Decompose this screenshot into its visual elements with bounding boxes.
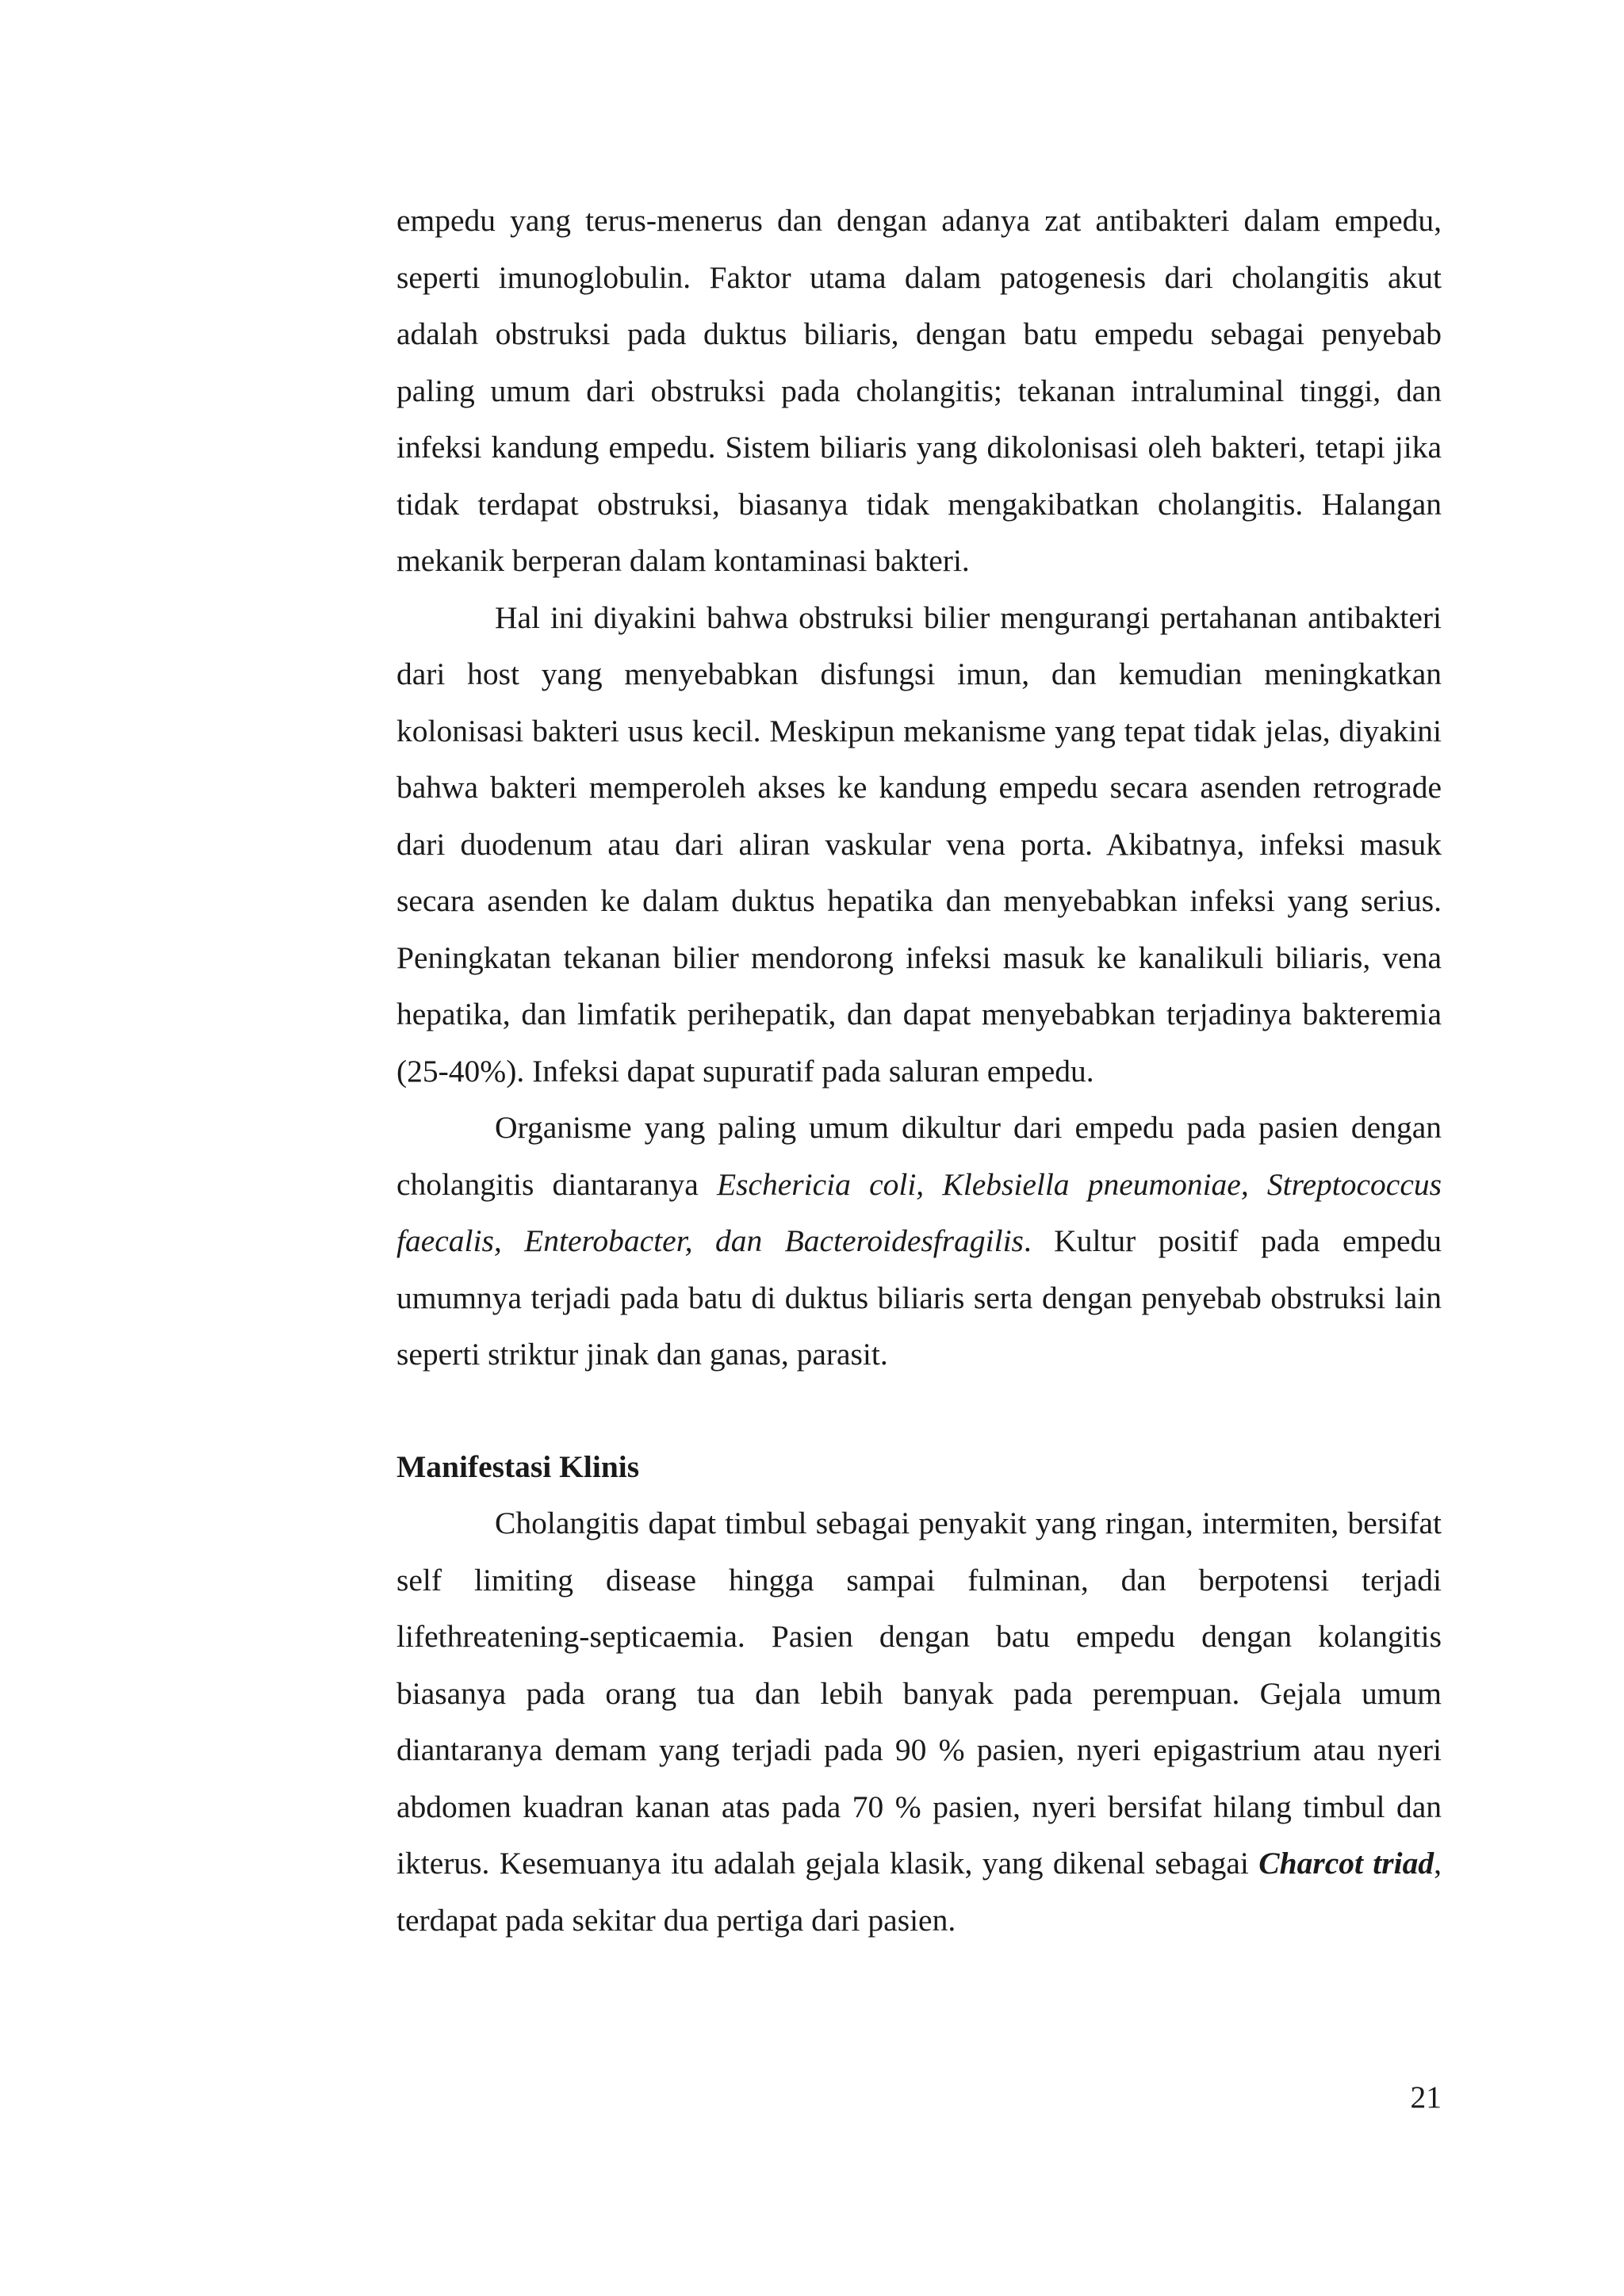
paragraph-3-outro: . Kultur positif pada empedu umumnya terjadi pada batu di duktus biliaris serta dengan penyebab obstruksi lain seperti striktur jinak dan ganas, parasit. [396,1223,1442,1372]
section-heading: Manifestasi Klinis [396,1448,640,1484]
page-number: 21 [1410,2080,1442,2114]
organism-list: Eschericia coli, Klebsiella pneumoniae, Streptococcus faecalis, Enterobacter, dan Bacteroidesfragilis [396,1166,1442,1258]
body-paragraph-2: Hal ini diyakini bahwa obstruksi bilier mengurangi pertahanan antibakteri dari host yang menyebabkan disfungsi imun, dan kemudian meningkatkan kolonisasi bakteri usus kecil. Meskipun mekanisme yang tepat tidak jelas, diyakini bahwa bakteri memperoleh akses ke kandung empedu secara asenden retrograde dari duodenum atau dari aliran vaskular vena porta. Akibatnya, infeksi masuk secara asenden ke dalam duktus hepatika dan menyebabkan infeksi yang serius. Peningkatan tekanan bilier mendorong infeksi masuk ke kanalikuli biliaris, vena hepatika, dan limfatik perihepatik, dan dapat menyebabkan terjadinya bakteremia (25-40%). Infeksi dapat supuratif pada saluran empedu. [396,599,1442,1089]
paragraph-4-text: Cholangitis dapat timbul sebagai penyakit yang ringan, intermiten, bersifat self limiting disease hingga sampai fulminan, dan berpotensi terjadi lifethreatening-septicaemia. Pasien dengan batu empedu dengan kolangitis biasanya pada orang tua dan lebih banyak pada perempuan. Gejala umum diantaranya demam yang terjadi pada 90 % pasien, nyeri epigastrium atau nyeri abdomen kuadran kanan atas pada 70 % pasien, nyeri bersifat hilang timbul dan ikterus. Kesemuanya itu adalah gejala klasik, yang dikenal sebagai [396,1506,1442,1881]
body-paragraph-4 [396,1495,1442,1949]
paragraph-3-intro: Organisme yang paling umum dikultur dari empedu pada pasien dengan cholangitis diantaranya [396,1110,1442,1202]
document-page [396,193,1442,1949]
body-paragraph-3 [396,1100,1442,1383]
paragraph-4-outro: , terdapat pada sekitar dua pertiga dari pasien. [396,1846,1442,1938]
charcot-triad-term: Charcot triad [1258,1846,1434,1881]
body-paragraph-1: empedu yang terus-menerus dan dengan adanya zat antibakteri dalam empedu, seperti imunoglobulin. Faktor utama dalam patogenesis dari cholangitis akut adalah obstruksi pada duktus biliaris, dengan batu empedu sebagai penyebab paling umum dari obstruksi pada cholangitis; tekanan intraluminal tinggi, dan infeksi kandung empedu. Sistem biliaris yang dikolonisasi oleh bakteri, tetapi jika tidak terdapat obstruksi, biasanya tidak mengakibatkan cholangitis. Halangan mekanik berperan dalam kontaminasi bakteri. [396,203,1442,578]
